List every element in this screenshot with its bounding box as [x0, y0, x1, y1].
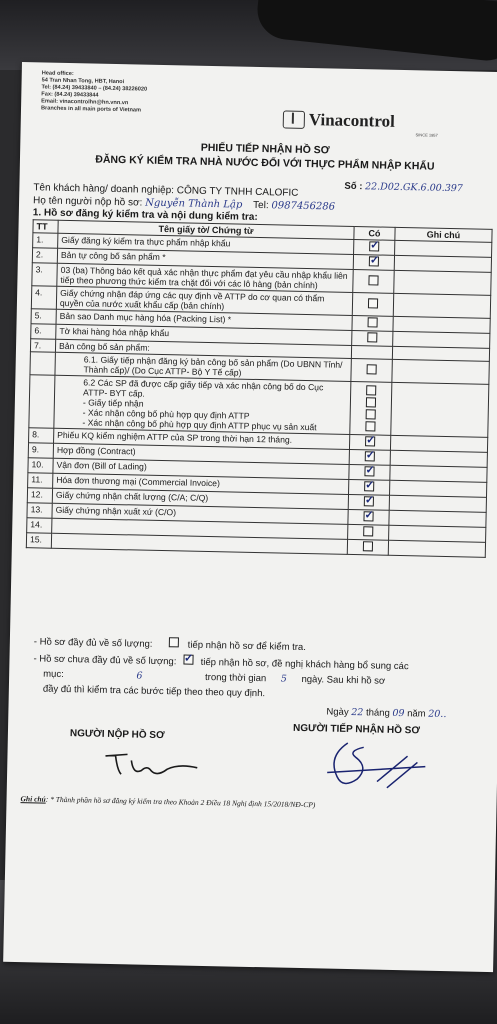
row-name: Bản công bố sản phẩm: — [55, 339, 351, 358]
head-office-line: Branches in all main ports of Vietnam — [40, 105, 142, 114]
row-name: Vận đơn (Bill of Lading) — [53, 458, 349, 479]
status-full-line — [34, 634, 306, 653]
checkbox[interactable] — [365, 451, 375, 461]
row-number: 5. — [31, 309, 56, 325]
status-partial-label: - Hồ sơ chưa đầy đủ về số lượng: — [33, 653, 177, 668]
footnote — [20, 794, 315, 809]
checkbox[interactable] — [363, 526, 373, 536]
table-row — [29, 375, 489, 438]
status-full-label: - Hồ sơ đầy đủ về số lượng: — [33, 636, 153, 650]
submitter-name: Nguyễn Thành Lập — [145, 197, 243, 211]
row-note — [394, 270, 491, 295]
header-co: Có — [354, 226, 395, 240]
row-name: Phiếu KQ kiểm nghiệm ATTP của SP trong thời hạn 12 tháng. — [54, 428, 350, 449]
status-full-text: tiếp nhận hồ sơ để kiểm tra. — [187, 639, 307, 654]
row-number: 12. — [27, 488, 52, 504]
head-office-line: Head office: — [41, 70, 74, 78]
customer-value: CÔNG TY TNHH CALOFIC — [176, 185, 299, 199]
time-value: 5 — [280, 673, 288, 685]
checkbox[interactable] — [369, 256, 379, 266]
head-office-line: Tel: (84.24) 39433840 – (84.24) 38226020 — [41, 84, 148, 93]
row-number: 2. — [32, 248, 57, 264]
checkbox[interactable] — [365, 436, 375, 446]
date-line — [326, 707, 446, 721]
date-day: 22 — [351, 707, 364, 719]
head-office-line: Fax: (84.24) 39433844 — [41, 91, 99, 99]
row-number: 13. — [27, 503, 52, 519]
checkbox[interactable] — [366, 397, 376, 407]
date-month-label: tháng — [365, 707, 390, 719]
row-name: Giấy đăng ký kiểm tra thực phẩm nhập khẩu — [58, 233, 354, 254]
row-number: 4. — [31, 286, 56, 310]
time-suffix: ngày. Sau khi hồ sơ — [301, 673, 386, 687]
checkbox[interactable] — [368, 317, 378, 327]
logo-subtext: SINCE 1957 — [415, 132, 438, 138]
row-note — [388, 540, 485, 557]
row-name: Hợp đồng (Contract) — [53, 443, 349, 464]
row-number: 8. — [29, 428, 54, 444]
row-note — [393, 293, 490, 318]
date-year-label: năm — [407, 708, 426, 720]
footnote-label: Ghi chú — [20, 794, 46, 804]
row-name: Bản sao Danh mục hàng hóa (Packing List) * — [56, 309, 352, 330]
checkbox[interactable] — [367, 364, 377, 374]
submitter-signature — [97, 744, 218, 787]
checkbox[interactable] — [368, 275, 378, 285]
header-name: Tên giấy tờ/ Chứng từ — [58, 220, 354, 239]
customer-label: Tên khách hàng/ doanh nghiệp: — [33, 182, 175, 197]
checkbox[interactable] — [367, 332, 377, 342]
row-sub-block — [54, 375, 351, 434]
checkbox[interactable] — [368, 298, 378, 308]
row-sub-name: 6.2 Các SP đã được cấp giấy tiếp và xác nhận công bố do Cục ATTP- BYT cấp. — [82, 377, 324, 399]
form-title: PHIẾU TIẾP NHẬN HỒ SƠ — [200, 141, 330, 157]
row-number: 3. — [32, 263, 57, 287]
row-name: Hóa đơn thương mại (Commercial Invoice) — [53, 473, 349, 494]
checkbox[interactable] — [364, 481, 374, 491]
vinacontrol-logo — [283, 109, 395, 131]
checkbox[interactable] — [364, 466, 374, 476]
muc-label: mục: — [43, 668, 64, 681]
status-partial-text: tiếp nhận hồ sơ, đề nghị khách hàng bổ sung các — [200, 656, 409, 673]
number-value: 22.D02.GK.6.00.397 — [364, 181, 463, 195]
checkbox[interactable] — [363, 511, 373, 521]
row-name: Giấy chứng nhận xuất xứ (C/O) — [52, 503, 348, 524]
date-month: 09 — [392, 707, 405, 720]
receiver-signature-label: NGƯỜI TIẾP NHẬN HỒ SƠ — [292, 722, 421, 737]
row-number: 11. — [28, 473, 53, 489]
head-office-block — [41, 70, 147, 114]
sub-item: - Xác nhận công bố phù hợp quy định ATTP — [82, 407, 250, 421]
head-office-line: 54 Tran Nhan Tong, HBT, Hanoi — [41, 77, 125, 86]
logo-text: Vinacontrol — [308, 110, 395, 131]
header-tt: TT — [33, 220, 58, 234]
partial-checkbox[interactable] — [183, 655, 193, 665]
row-number: 14. — [27, 518, 52, 534]
row-number: 10. — [28, 458, 53, 474]
sub-item: - Xác nhận công bố phù hợp quy định ATTP phục vụ sản xuất — [82, 417, 317, 433]
date-day-label: Ngày — [326, 706, 349, 718]
footnote-text: : * Thành phần hồ sơ đăng ký kiểm tra theo Khoản 2 Điều 18 Nghị định 15/2018/NĐ-CP) — [45, 794, 316, 810]
sub-item: - Giấy tiếp nhận — [82, 397, 144, 409]
row-name: Bản tự công bố sản phẩm * — [57, 248, 353, 269]
documents-table — [26, 219, 493, 558]
form-subtitle: ĐĂNG KÝ KIỂM TRA NHÀ NƯỚC ĐỐI VỚI THỰC PHẨM NHẬP KHẨU — [95, 153, 435, 173]
row-number: 6. — [31, 324, 56, 340]
checkbox[interactable] — [365, 421, 375, 431]
head-office-line: Email: vinacontrolhn@hn.vnn.vn — [41, 98, 129, 107]
number-label: Số : — [344, 180, 363, 193]
full-checkbox[interactable] — [169, 637, 179, 647]
checkbox[interactable] — [366, 409, 376, 419]
checkbox[interactable] — [364, 496, 374, 506]
document-paper — [3, 62, 497, 972]
tel-label: Tel: — [252, 199, 269, 212]
date-year: 20.. — [428, 708, 447, 721]
submitter-label: Họ tên người nộp hồ sơ: — [32, 195, 143, 209]
row-number: 7. — [30, 339, 55, 353]
row-number: 1. — [33, 233, 58, 249]
row-name: 03 (ba) Thông báo kết quả xác nhận thực phẩm đạt yêu cầu nhập khẩu liên tiếp theo phương thức kiểm tra chặt đối với các lô hàng (bản chính) — [57, 263, 353, 292]
submitter-signature-label: NGƯỜI NỘP HỒ SƠ — [69, 728, 165, 742]
row-number: 15. — [26, 533, 51, 549]
section-heading: 1. Hồ sơ đăng ký kiểm tra và nội dung kiểm tra: — [32, 207, 258, 223]
scales-icon — [283, 110, 305, 128]
header-note: Ghi chú — [395, 227, 492, 242]
tel-value: 0987456286 — [271, 200, 336, 213]
background-top — [0, 0, 497, 70]
document-number — [344, 181, 463, 194]
row-name: Giấy chứng nhận đáp ứng các quy định về ATTP do cơ quan có thẩm quyền của nước xuất khẩu cấp (bản chính) — [56, 286, 352, 315]
row-name: Tờ khai hàng hóa nhập khẩu — [56, 324, 352, 345]
status-last-line: đầy đủ thì kiểm tra các bước tiếp theo theo quy định. — [42, 683, 266, 700]
receiver-signature — [307, 736, 438, 799]
row-sub-name: 6.1. Giấy tiếp nhận đăng ký bản công bố sản phẩm (Do UBNN Tỉnh/ Thành cấp)/ (Do Cục ATTP- Bộ Y Tế cấp) — [55, 352, 351, 381]
checkbox[interactable] — [369, 241, 379, 251]
checkbox[interactable] — [363, 541, 373, 551]
time-label: trong thời gian — [204, 671, 267, 685]
checkbox[interactable] — [366, 385, 376, 395]
row-number: 9. — [28, 443, 53, 459]
muc-value: 6 — [136, 670, 143, 682]
row-name: Giấy chứng nhận chất lượng (C/A; C/Q) — [52, 488, 348, 509]
